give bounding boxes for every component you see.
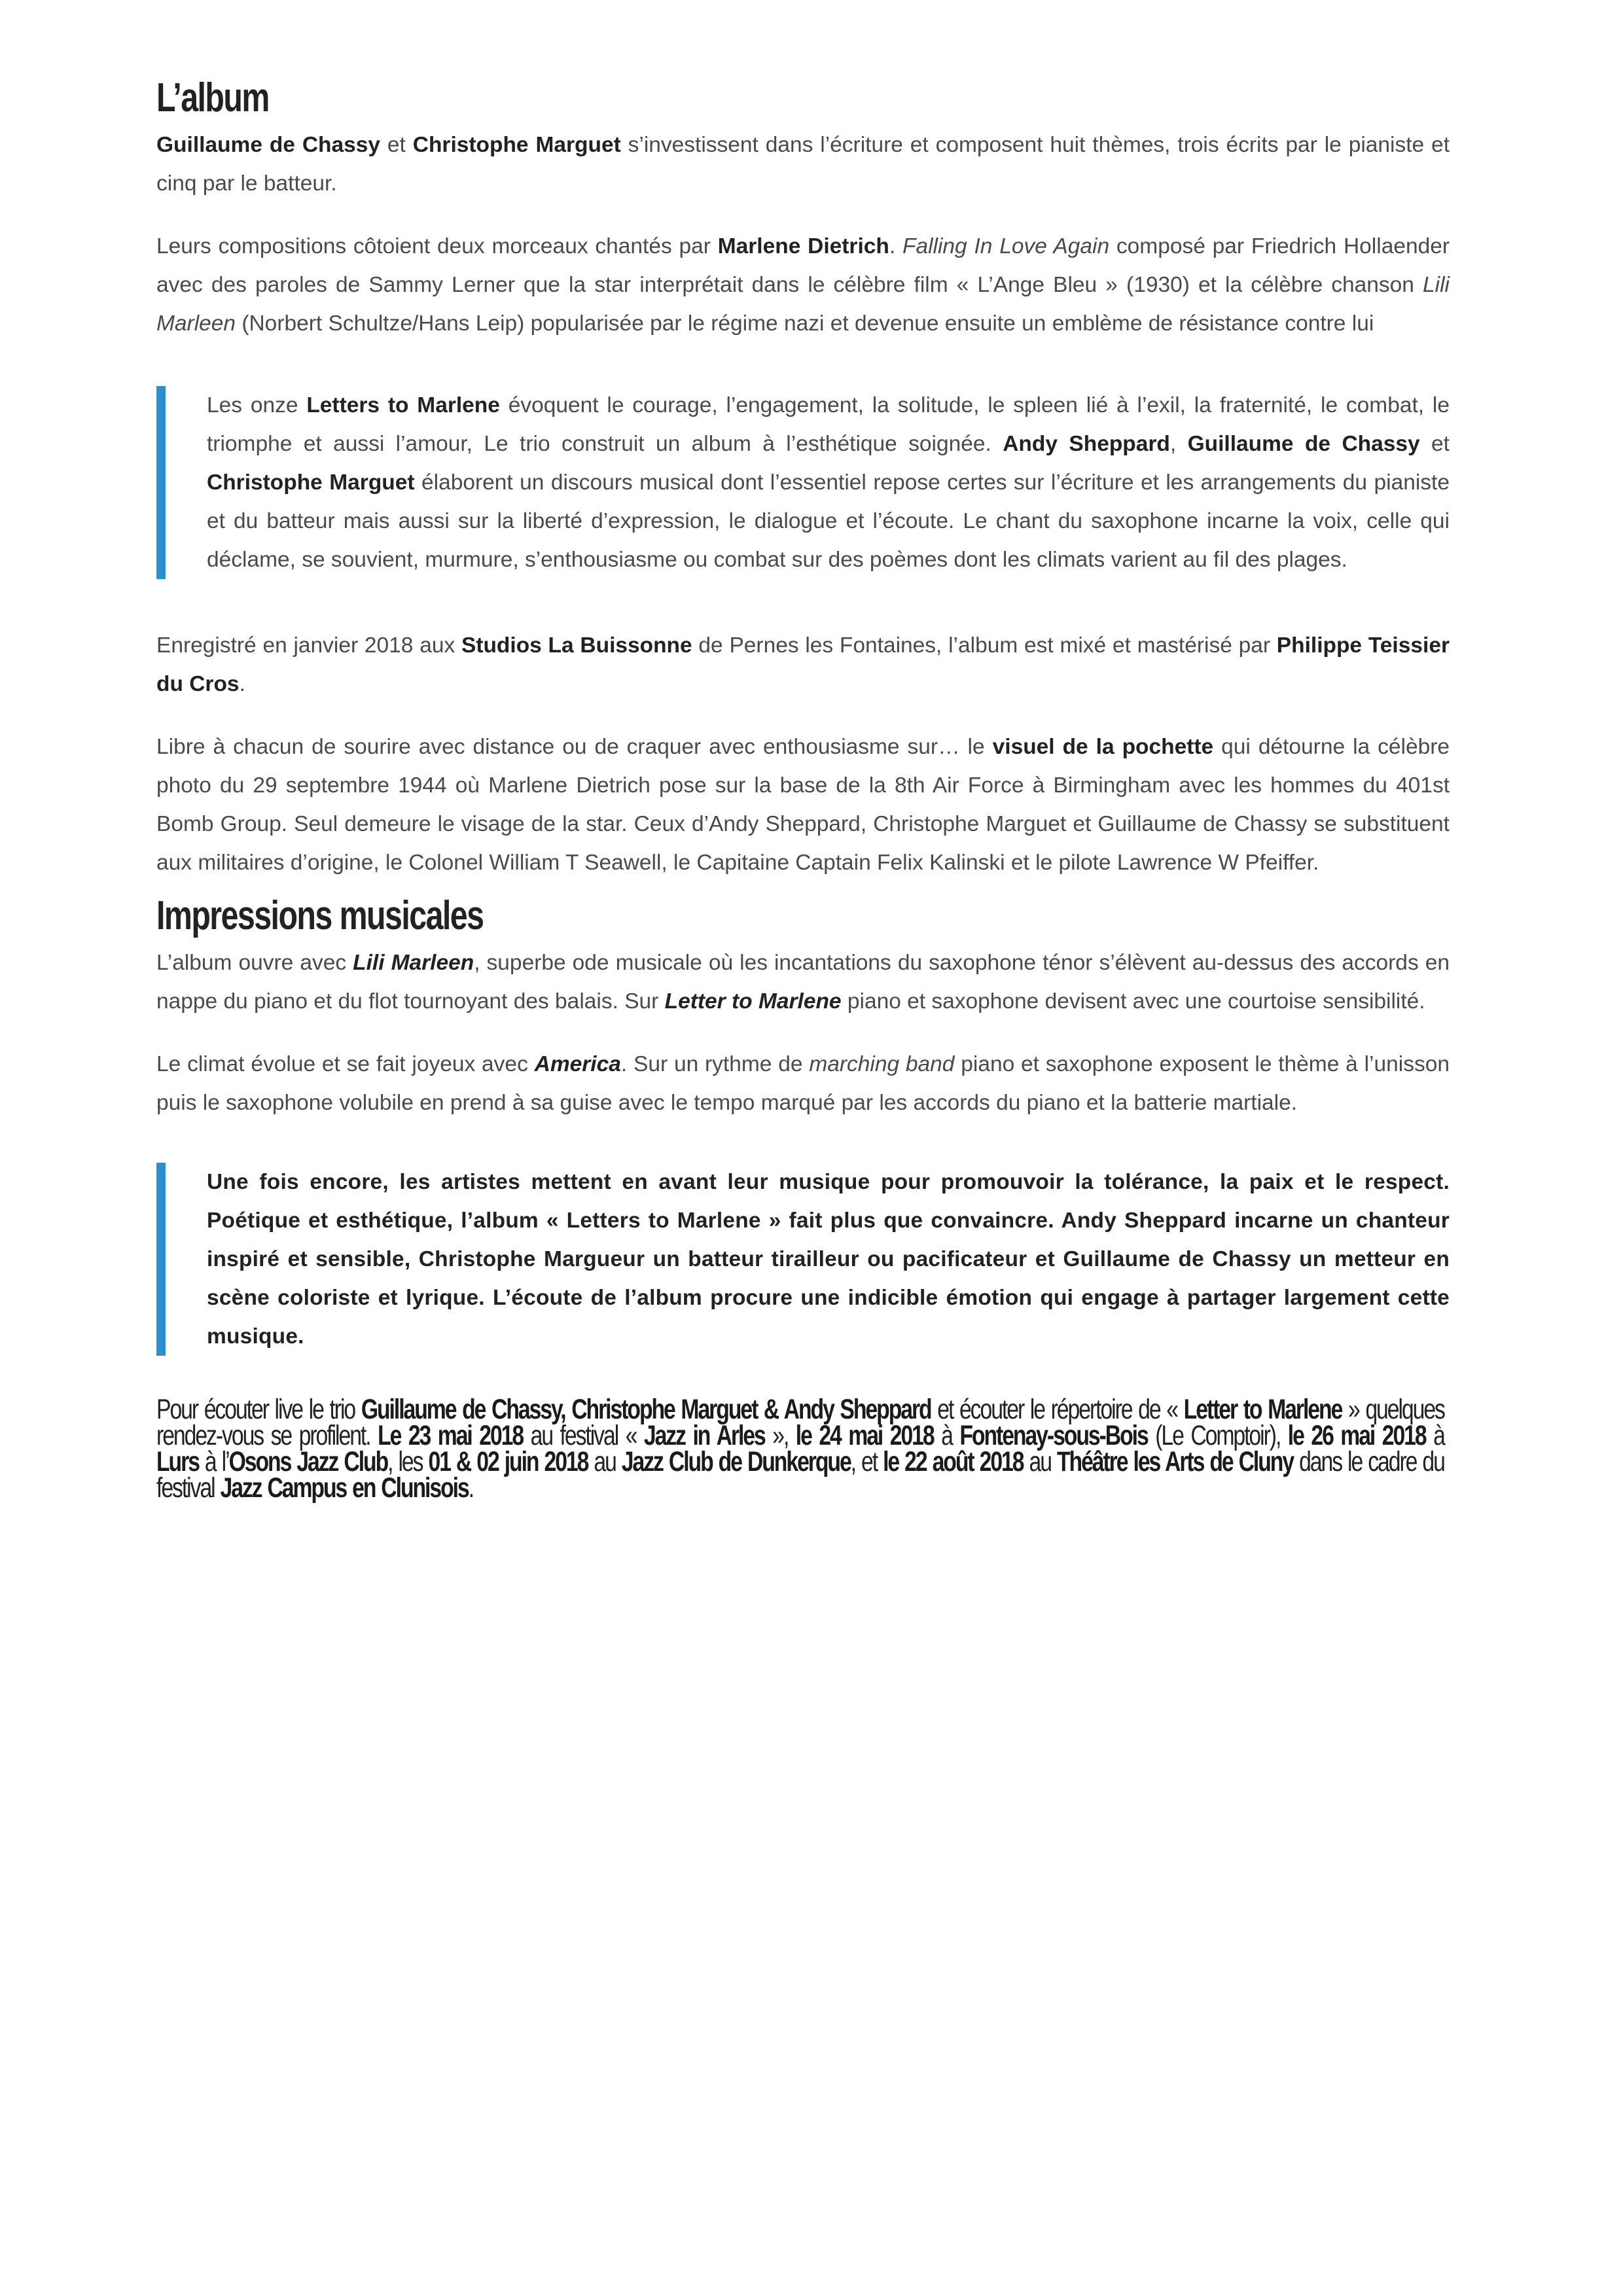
text-run: Fontenay-sous-Bois xyxy=(959,1420,1148,1451)
paragraph xyxy=(156,728,1450,882)
article-content xyxy=(156,71,1450,1504)
text-run: le 24 mai 2018 xyxy=(795,1420,934,1451)
text-run: L’album ouvre avec xyxy=(156,951,353,975)
text-run: . xyxy=(239,672,245,696)
text-run: Le climat évolue et se fait joyeux avec xyxy=(156,1052,535,1076)
paragraph xyxy=(156,1045,1450,1122)
text-run: et xyxy=(1419,432,1450,456)
paragraph xyxy=(156,944,1450,1021)
emphasis-text: America xyxy=(534,1052,621,1076)
text-run: 01 & 02 juin 2018 xyxy=(428,1446,588,1477)
text-run: Jazz Campus en Clunisois xyxy=(220,1472,469,1504)
bold-text xyxy=(353,951,474,975)
blockquote-conclusion xyxy=(156,1163,1450,1356)
text-run: Enregistré en janvier 2018 aux xyxy=(156,633,461,658)
text-run: Une fois encore, les artistes mettent en avant leur musique pour promouvoir la tolérance, la paix et le respect. Poétique et esthétique, l’album « Letters to Marlene » fait plus que convaincre. Andy Sheppard incarne un chanteur inspiré et sensible, Christophe Margueur un batteur tirailleur ou pacificateur et Guillaume de Chassy un metteur en scène coloriste et lyrique. L’écoute de l’album procure une indicible émotion qui engage à partager largement cette musique. xyxy=(207,1170,1450,1349)
text-run: qui détourne la célèbre photo du 29 septembre 1944 où Marlene Dietrich pose sur la base de la 8th Air Force à Birmingham avec les hommes du 401st Bomb Group. Seul demeure le visage de la star. Ceux d’Andy Sheppard, Christophe Marguet et Guillaume de Chassy se substituent aux militaires d’origine, le Colonel William T Seawell, le Capitaine Captain Felix Kalinski et le pilote Lawrence W Pfeiffer. xyxy=(156,735,1450,875)
bold-text xyxy=(535,1052,621,1076)
blockquote xyxy=(156,386,1450,579)
text-run: à l’ xyxy=(198,1446,229,1477)
text-run: à xyxy=(1425,1420,1444,1451)
bold-text xyxy=(665,989,842,1014)
text-run: , superbe ode musicale où les incantations du saxophone ténor s’élèvent au-dessus des accords en nappe du piano et du flot tournoyant des balais. Sur xyxy=(156,951,1450,1014)
paragraph xyxy=(156,126,1450,203)
text-run: Théâtre les Arts de Cluny xyxy=(1056,1446,1294,1477)
bold-text: Studios La Buissonne xyxy=(461,633,692,658)
text-run: Les onze xyxy=(207,393,307,417)
bold-text: Guillaume de Chassy xyxy=(1187,432,1420,456)
text-run: et xyxy=(380,133,413,157)
paragraph xyxy=(156,227,1450,343)
text-run: s’investissent dans l’écriture et composent huit thèmes, trois écrits par le pianiste et cinq par le batteur. xyxy=(156,133,1450,196)
text-run: composé par Friedrich Hollaender avec des paroles de Sammy Lerner que la star interprétait dans le célèbre film « L’Ange Bleu » (1930) et la célèbre chanson xyxy=(156,234,1450,297)
text-run: au xyxy=(1023,1446,1057,1477)
text-run: dans le cadre du festival xyxy=(156,1446,1444,1504)
text-run: au festival « xyxy=(523,1420,644,1451)
text-run: à xyxy=(933,1420,960,1451)
section-heading-album: L’album xyxy=(156,75,269,120)
text-run: . xyxy=(889,234,902,258)
text-run: piano et saxophone exposent le thème à l’unisson puis le saxophone volubile en prend à sa guise avec le tempo marqué par les accords du piano et la batterie martiale. xyxy=(156,1052,1450,1115)
text-run: au xyxy=(588,1446,622,1477)
text-run: , les xyxy=(387,1446,429,1477)
bold-text: visuel de la pochette xyxy=(992,735,1214,759)
text-run: , xyxy=(1169,432,1188,456)
text-run: », xyxy=(764,1420,796,1451)
text-run: Osons Jazz Club xyxy=(228,1446,388,1477)
italic-text: Lili Marleen xyxy=(156,273,1450,336)
text-run: Libre à chacun de sourire avec distance ou de craquer avec enthousiasme sur… le xyxy=(156,735,993,759)
concert-dates-paragraph xyxy=(156,1394,1444,1504)
text-run: Jazz Club de Dunkerque xyxy=(621,1446,851,1477)
text-run: » quelques rendez-vous se profilent. xyxy=(156,1394,1444,1451)
text-run: de Pernes les Fontaines, l’album est mixé et mastérisé par xyxy=(692,633,1277,658)
bold-text: Christophe Marguet xyxy=(412,133,621,157)
italic-text: marching band xyxy=(809,1052,955,1076)
text-run: Pour écouter live le trio xyxy=(156,1394,361,1425)
paragraph xyxy=(156,626,1450,703)
text-run: élaborent un discours musical dont l’essentiel repose certes sur l’écriture et les arrangements du pianiste et du batteur mais aussi sur la liberté d’expression, le dialogue et l’écoute. Le chant du saxophone incarne la voix, celle qui déclame, se souvient, murmure, s’enthousiasme ou combat sur des poèmes dont les climats varient au fil des plages. xyxy=(207,470,1450,572)
text-run: Lurs xyxy=(156,1446,199,1477)
italic-text: Falling In Love Again xyxy=(902,234,1110,258)
bold-text: Andy Sheppard xyxy=(1003,432,1170,456)
section-heading-impressions: Impressions musicales xyxy=(156,893,484,938)
text-run: Letter to Marlene xyxy=(1183,1394,1342,1425)
bold-text: Guillaume de Chassy xyxy=(156,133,381,157)
text-run: . Sur un rythme de xyxy=(620,1052,810,1076)
text-run: évoquent le courage, l’engagement, la solitude, le spleen lié à l’exil, la fraternité, le combat, le triomphe et aussi l’amour, Le trio construit un album à l’esthétique soignée. xyxy=(207,393,1450,456)
text-run: piano et saxophone devisent avec une courtoise sensibilité. xyxy=(841,989,1425,1014)
text-run: et écouter le répertoire de « xyxy=(931,1394,1184,1425)
text-run: (Le Comptoir), xyxy=(1147,1420,1288,1451)
emphasis-text: Letter to Marlene xyxy=(664,989,842,1014)
text-run: (Norbert Schultze/Hans Leip) popularisée par le régime nazi et devenue ensuite un emblème de résistance contre lui xyxy=(236,311,1374,336)
text-run: le 22 août 2018 xyxy=(883,1446,1024,1477)
text-run: Guillaume de Chassy, Christophe Marguet & Andy Sheppard xyxy=(361,1394,931,1425)
bold-text: Marlene Dietrich xyxy=(717,234,889,258)
bold-text: Letters to Marlene xyxy=(306,393,500,417)
emphasis-text: Lili Marleen xyxy=(353,951,474,975)
bold-text: Christophe Marguet xyxy=(207,470,415,495)
text-run: , et xyxy=(850,1446,883,1477)
text-run: Leurs compositions côtoient deux morceaux chantés par xyxy=(156,234,718,258)
text-run: Jazz in Arles xyxy=(643,1420,765,1451)
text-run: le 26 mai 2018 xyxy=(1287,1420,1426,1451)
text-run: . xyxy=(468,1472,474,1504)
text-run: Le 23 mai 2018 xyxy=(378,1420,524,1451)
bold-text: Philippe Teissier du Cros xyxy=(156,633,1450,696)
